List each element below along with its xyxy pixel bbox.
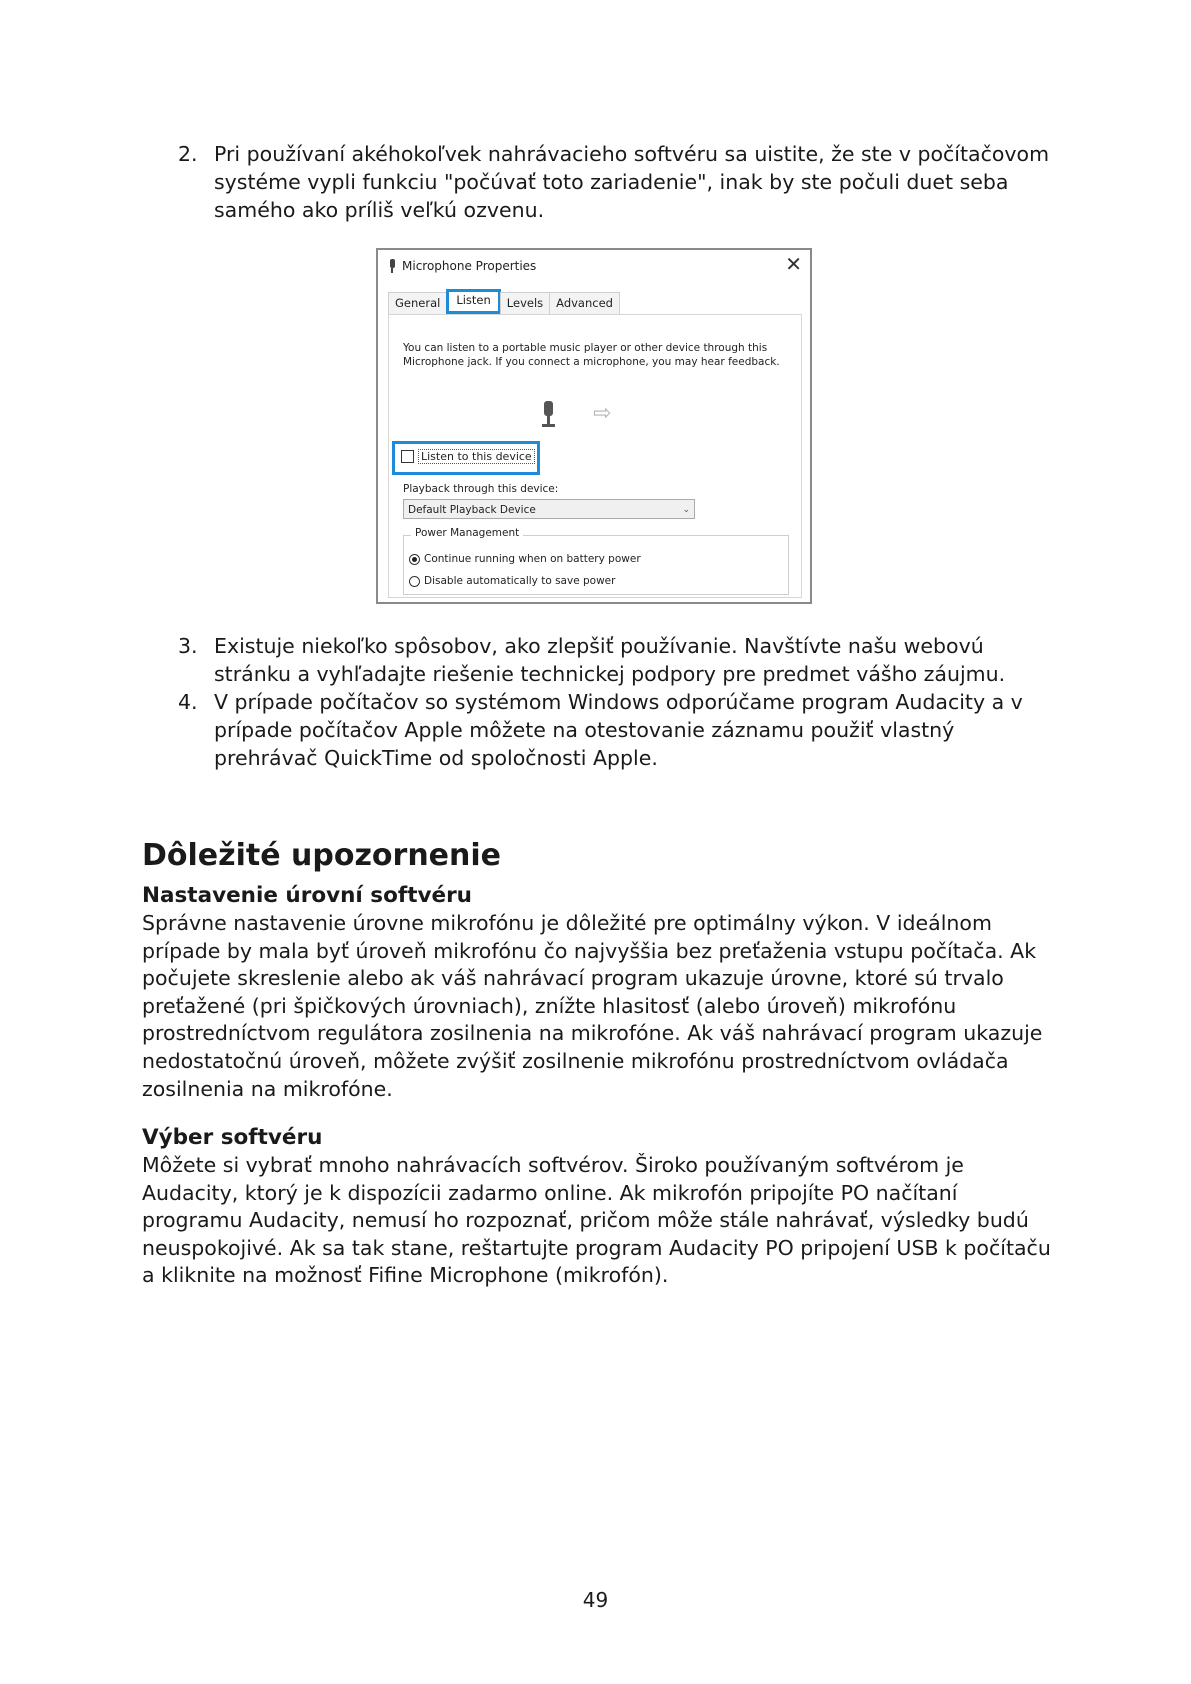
radio-label: Continue running when on battery power [424,553,641,565]
radio-disable-automatically[interactable] [409,575,615,587]
listen-checkbox-row[interactable] [401,449,535,464]
dialog-title-bar [388,257,536,275]
listen-description: You can listen to a portable music player or other device through this Microphone jack. If you connect a microphone, you may hear feedback. [403,342,780,368]
tab-bar [388,292,619,314]
section-title: Dôležité upozornenie [142,838,502,873]
listen-tab-panel [388,314,802,598]
list-number: 3. [178,634,198,658]
radio-button-selected[interactable] [409,554,420,565]
listen-checkbox-label[interactable]: Listen to this device [418,449,535,464]
close-icon[interactable]: ✕ [785,252,802,276]
arrow-right-icon: ⇨ [593,401,612,426]
list-number: 4. [178,690,198,714]
levels-paragraph: Správne nastavenie úrovne mikrofónu je dôležité pre optimálny výkon. V ideálnom prípade by mala byť úroveň mikrofónu čo najvyššia bez preťaženia vstupu počítača. Ak počujete skreslenie alebo ak váš nahrávací program ukazuje úrovne, ktoré sú trvalo preťažené (pri špičkových úrovniach), znížte hlasitosť (alebo úroveň) mikrofónu prostredníctvom regulátora zosilnenia na mikrofóne. Ak váš nahrávací program ukazuje nedostatočnú úroveň, môžete zvýšiť zosilnenie mikrofónu prostredníctvom ovládača zosilnenia na mikrofóne. [142,911,1043,1101]
tab-listen[interactable]: Listen [446,289,500,314]
levels-heading: Nastavenie úrovní softvéru [142,883,472,908]
page-number: 49 [582,1588,609,1612]
software-choice-paragraph: Môžete si vybrať mnoho nahrávacích softvérov. Široko používaným softvérom je Audacity, ktorý je k dispozícii zadarmo online. Ak mikrofón pripojíte PO načítaní programu Audacity, nemusí ho rozpoznať, pričom môže stále nahrávať, výsledky budú neuspokojivé. Ak sa tak stane, reštartujte program Audacity PO pripojení USB k počítaču a kliknite na možnosť Fifine Microphone (mikrofón). [142,1153,1051,1288]
list-text: Pri používaní akéhokoľvek nahrávacieho softvéru sa uistite, že ste v počítačovom systéme vypli funkciu "počúvať toto zariadenie", inak by ste počuli duet seba samého ako príliš veľkú ozvenu. [214,142,1050,222]
dialog-title: Microphone Properties [402,259,537,273]
playback-device-value: Default Playback Device [408,504,536,516]
radio-label: Disable automatically to save power [424,575,616,587]
listen-checkbox[interactable] [401,450,414,463]
microphone-properties-screenshot [376,248,812,604]
tab-general[interactable]: General [388,292,447,314]
tab-advanced[interactable]: Advanced [549,292,620,314]
playback-device-select[interactable] [403,499,695,519]
list-text: Existuje niekoľko spôsobov, ako zlepšiť používanie. Navštívte našu webovú stránku a vyhľadajte riešenie technickej podpory pre predmet vášho záujmu. [214,634,1006,686]
software-choice-heading: Výber softvéru [142,1125,323,1150]
list-number: 2. [178,142,198,166]
radio-button[interactable] [409,576,420,587]
chevron-down-icon: ⌄ [682,505,690,515]
list-text: V prípade počítačov so systémom Windows odporúčame program Audacity a v prípade počítačov Apple môžete na otestovanie záznamu použiť vlastný prehrávač QuickTime od spoločnosti Apple. [214,690,1023,770]
radio-continue-running[interactable] [409,553,641,565]
playback-label: Playback through this device: [403,483,559,495]
tab-levels[interactable]: Levels [500,292,550,314]
microphone-icon [542,401,554,429]
power-management-label: Power Management [411,527,523,539]
microphone-icon [388,259,396,273]
